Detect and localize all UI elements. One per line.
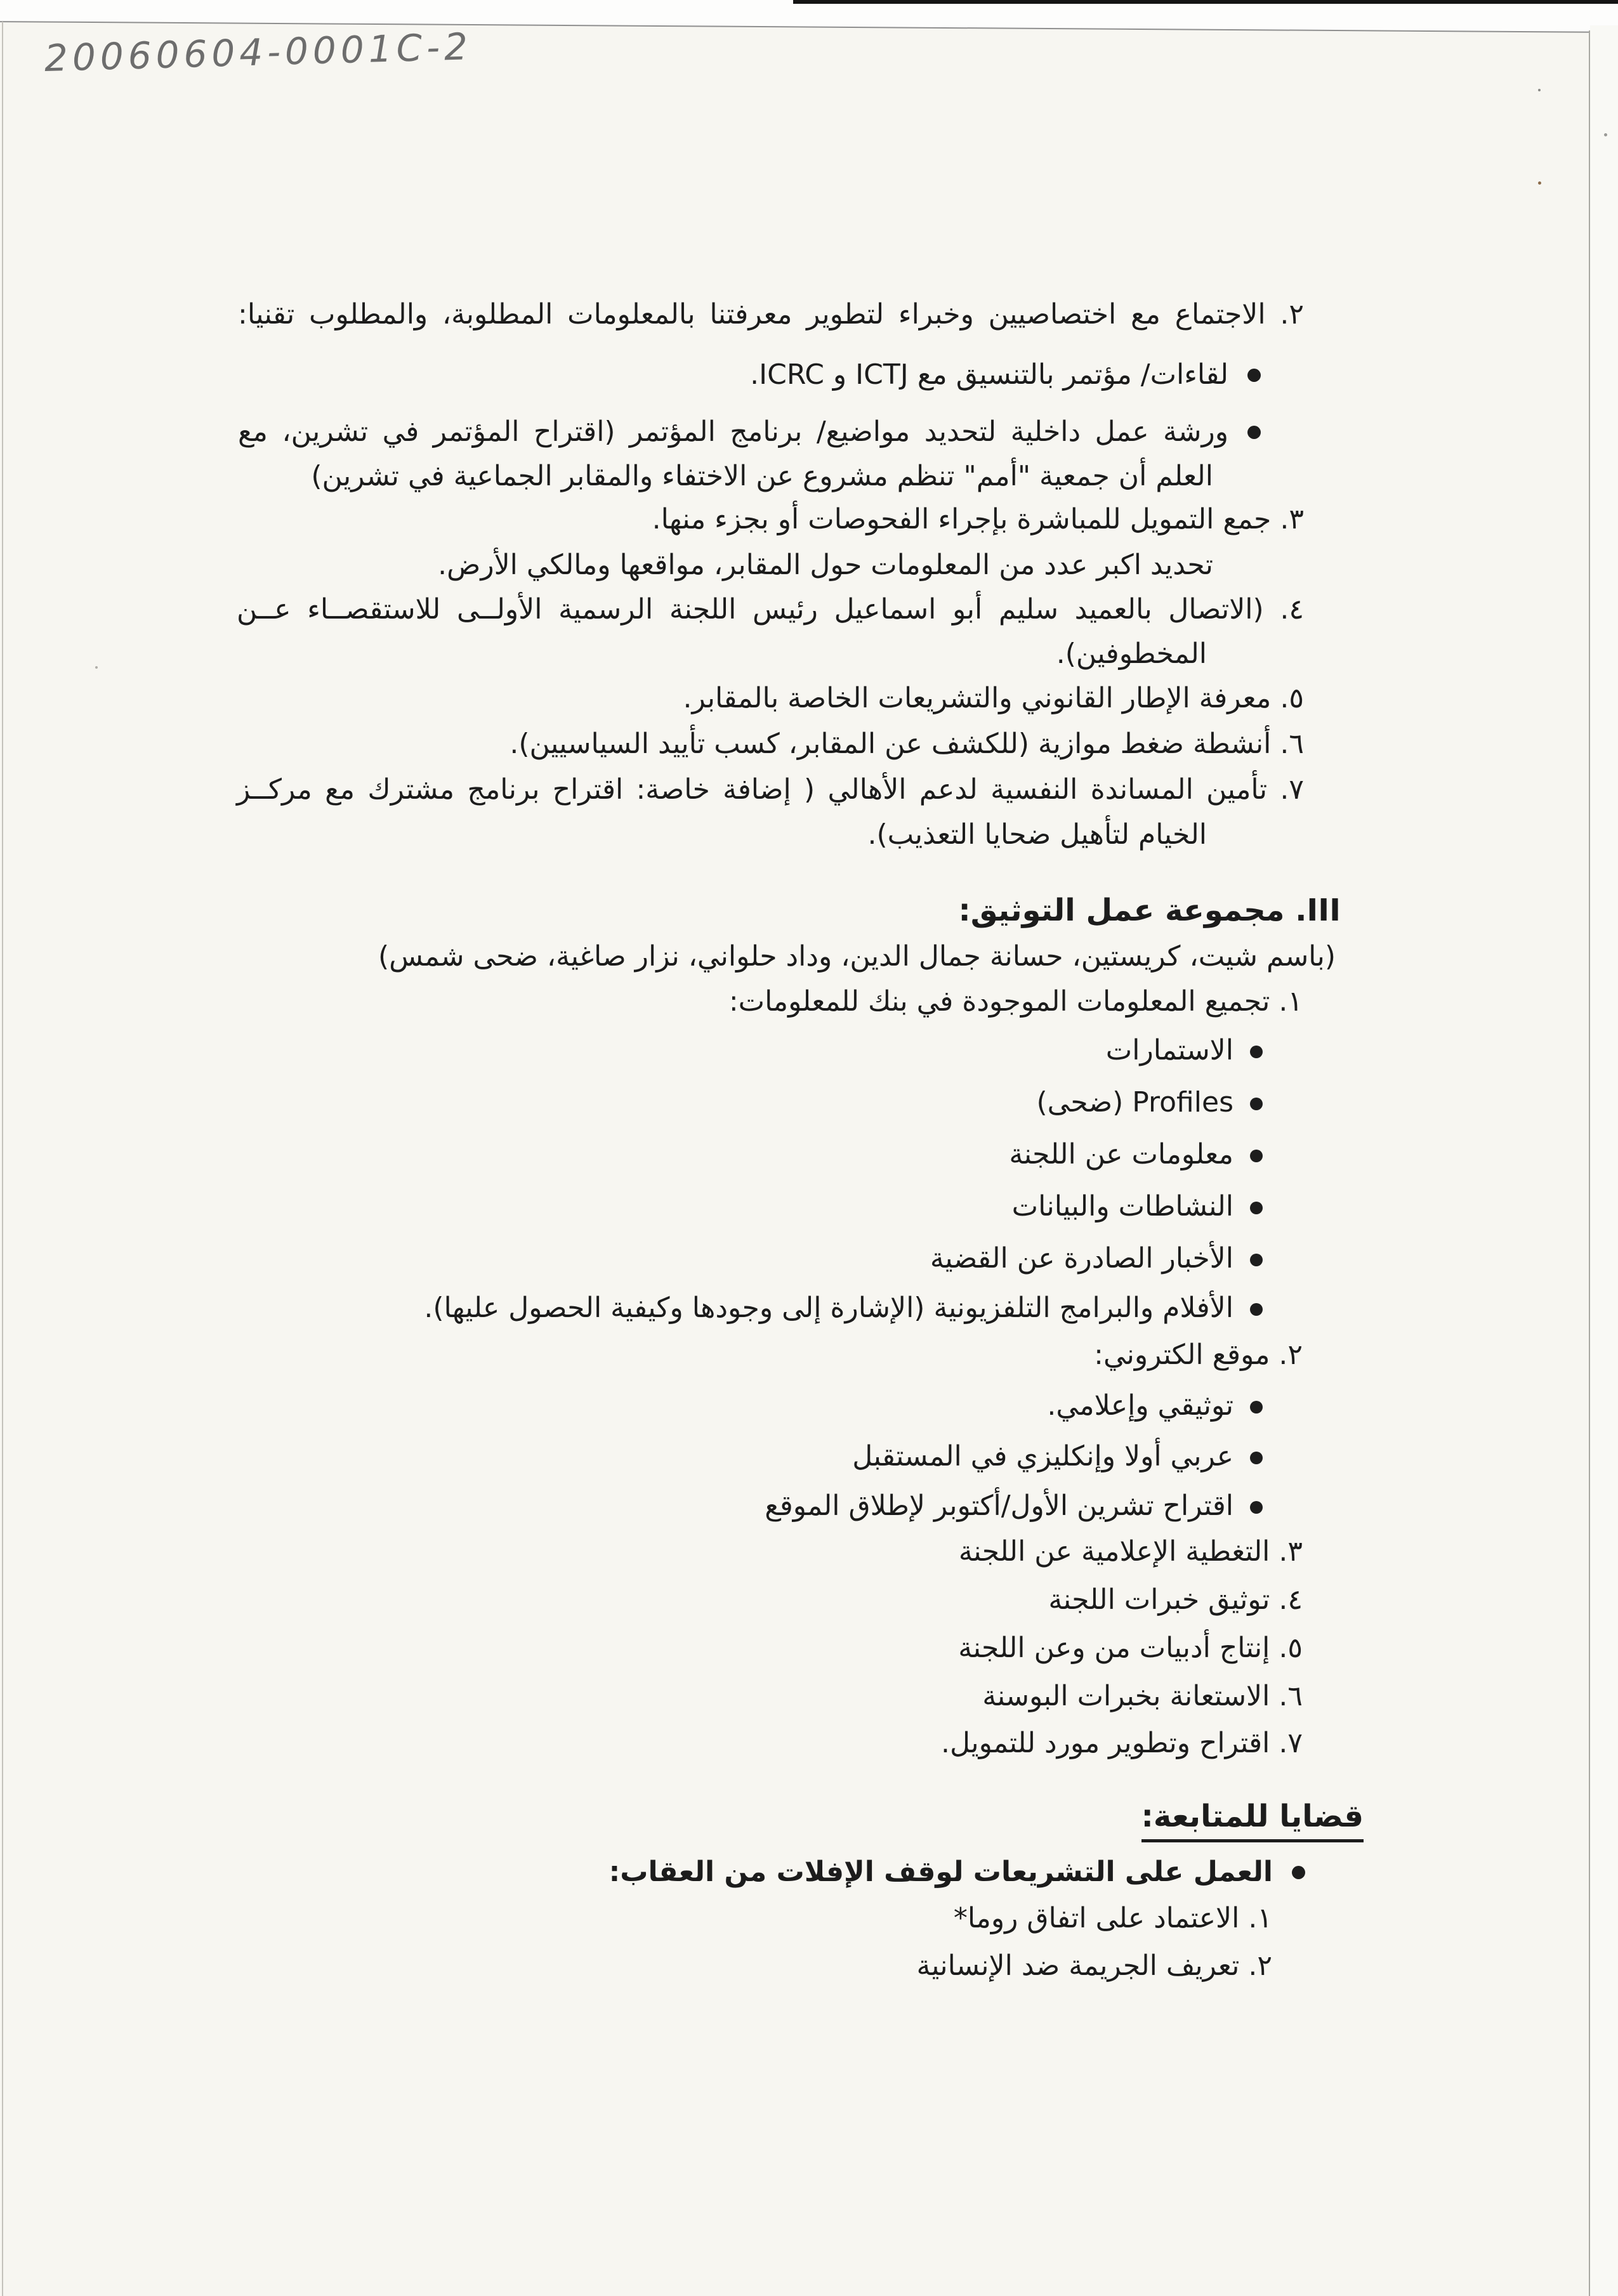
heading-text: قضايا للمتابعة: — [1141, 1799, 1364, 1842]
bullet-icon — [1250, 1150, 1263, 1162]
bullet-text: عربي أولا وإنكليزي في المستقبل — [852, 1440, 1233, 1473]
bullet-text: الأخبار الصادرة عن القضية — [930, 1242, 1233, 1275]
doc-item-6: ٦. الاستعانة بخبرات البوسنة — [982, 1680, 1303, 1712]
doc-item-5: ٥. إنتاج أدبيات من وعن اللجنة — [958, 1632, 1303, 1664]
doc-item-7: ٧. اقتراح وتطوير مورد للتمويل. — [941, 1727, 1303, 1759]
bullet-text: معلومات عن اللجنة — [1009, 1138, 1233, 1171]
bullet-text: اقتراح تشرين الأول/أكتوبر لإطلاق الموقع — [765, 1490, 1233, 1522]
scan-speck — [95, 666, 98, 669]
doc-bullet-committee-info — [1009, 1136, 1263, 1172]
bullet-icon — [1250, 1501, 1263, 1514]
bullet-icon — [1250, 1202, 1263, 1214]
doc-item-4: ٤. توثيق خبرات اللجنة — [1048, 1584, 1303, 1616]
doc-bullet-profiles — [1036, 1084, 1263, 1120]
list-item-4: ٤. (الاتصال بالعميد سليم أبو اسماعيل رئيس اللجنة الرسمية الأولــى للاستقصــاء عــن — [237, 593, 1304, 626]
bullet-text: الأفلام والبرامج التلفزيونية (الإشارة إلى وجودها وكيفية الحصول عليها). — [424, 1292, 1233, 1324]
doc-bullet-archival-media — [1047, 1387, 1263, 1424]
paper-right-edge — [1589, 30, 1590, 2296]
doc-bullet-films — [424, 1290, 1263, 1326]
scan-speck — [1538, 89, 1541, 91]
bullet-icon — [1247, 426, 1261, 439]
doc-bullet-activities — [1012, 1188, 1263, 1224]
list-item-3-cont: تحديد اكبر عدد من المعلومات حول المقابر، مواقعها ومالكي الأرض. — [438, 549, 1213, 581]
list-item-3: ٣. جمع التمويل للمباشرة بإجراء الفحوصات أو بجزء منها. — [652, 503, 1304, 535]
list-item-5: ٥. معرفة الإطار القانوني والتشريعات الخاصة بالمقابر. — [683, 682, 1304, 714]
scan-speck — [1538, 181, 1541, 185]
bullet-icon — [1250, 1452, 1263, 1464]
section-heading-documentation: III. مجموعة عمل التوثيق: — [958, 893, 1341, 928]
doc-bullet-forms — [1106, 1032, 1263, 1068]
bullet-item-workshop-cont: العلم أن جمعية "أمم" تنظم مشروع عن الاختفاء والمقابر الجماعية في تشرين) — [311, 460, 1213, 492]
followup-bullet-legislation — [609, 1854, 1305, 1890]
list-item-7-cont: الخيام لتأهيل ضحايا التعذيب). — [867, 818, 1207, 851]
bullet-text: العمل على التشريعات لوقف الإفلات من العقاب: — [608, 1856, 1273, 1888]
bullet-icon — [1250, 1303, 1263, 1316]
doc-item-1: ١. تجميع المعلومات الموجودة في بنك للمعلومات: — [728, 985, 1303, 1018]
section-heading-followup — [1141, 1797, 1364, 1836]
bullet-icon — [1250, 1046, 1263, 1058]
doc-bullet-october-launch — [765, 1488, 1263, 1524]
list-item-4-cont: المخطوفين). — [1056, 638, 1207, 670]
bullet-icon — [1250, 1401, 1263, 1414]
bullet-item-meetings — [750, 357, 1261, 393]
bullet-item-workshop — [238, 414, 1261, 450]
handwritten-id: 20060604-0001C-2 — [44, 25, 473, 80]
bullet-text: النشاطات والبيانات — [1011, 1190, 1233, 1223]
list-item-6: ٦. أنشطة ضغط موازية (للكشف عن المقابر، كسب تأييد السياسيين). — [510, 728, 1304, 760]
doc-item-2: ٢. موقع الكتروني: — [1094, 1339, 1303, 1371]
bullet-icon — [1250, 1254, 1263, 1266]
bullet-icon — [1250, 1098, 1263, 1110]
bullet-icon — [1292, 1866, 1305, 1879]
scanner-bed-right — [1590, 25, 1618, 2296]
bullet-text: Profiles (ضحى) — [1036, 1086, 1233, 1118]
bullet-text: ورشة عمل داخلية لتحديد مواضيع/ برنامج المؤتمر (اقتراح المؤتمر في تشرين، مع — [238, 416, 1228, 448]
doc-bullet-news — [930, 1240, 1263, 1276]
bullet-text: توثيقي وإعلامي. — [1047, 1389, 1233, 1422]
paper-top-edge — [0, 0, 1618, 33]
list-item-2: ٢. الاجتماع مع اختصاصيين وخبراء لتطوير معرفتنا بالمعلومات المطلوبة، والمطلوب تقنيا: — [238, 298, 1304, 331]
scan-speck — [1604, 133, 1607, 136]
paper-left-edge — [2, 22, 3, 2296]
bullet-text: لقاءات/ مؤتمر بالتنسيق مع ICTJ و ICRC. — [750, 358, 1228, 391]
list-item-7: ٧. تأمين المساندة النفسية لدعم الأهالي ( إضافة خاصة: اقتراح برنامج مشترك مع مركــز — [237, 773, 1304, 806]
followup-sub-1: ١. الاعتماد على اتفاق روما* — [953, 1902, 1272, 1934]
doc-item-3: ٣. التغطية الإعلامية عن اللجنة — [958, 1535, 1303, 1568]
bullet-text: الاستمارات — [1105, 1034, 1233, 1066]
members-line: (باسم شيت، كريستين، حسانة جمال الدين، وداد حلواني، نزار صاغية، ضحى شمس) — [378, 940, 1336, 973]
doc-bullet-arabic-english — [852, 1438, 1263, 1474]
scanner-black-strip — [793, 0, 1618, 4]
bullet-icon — [1247, 369, 1261, 382]
followup-sub-2: ٢. تعريف الجريمة ضد الإنسانية — [916, 1950, 1272, 1982]
